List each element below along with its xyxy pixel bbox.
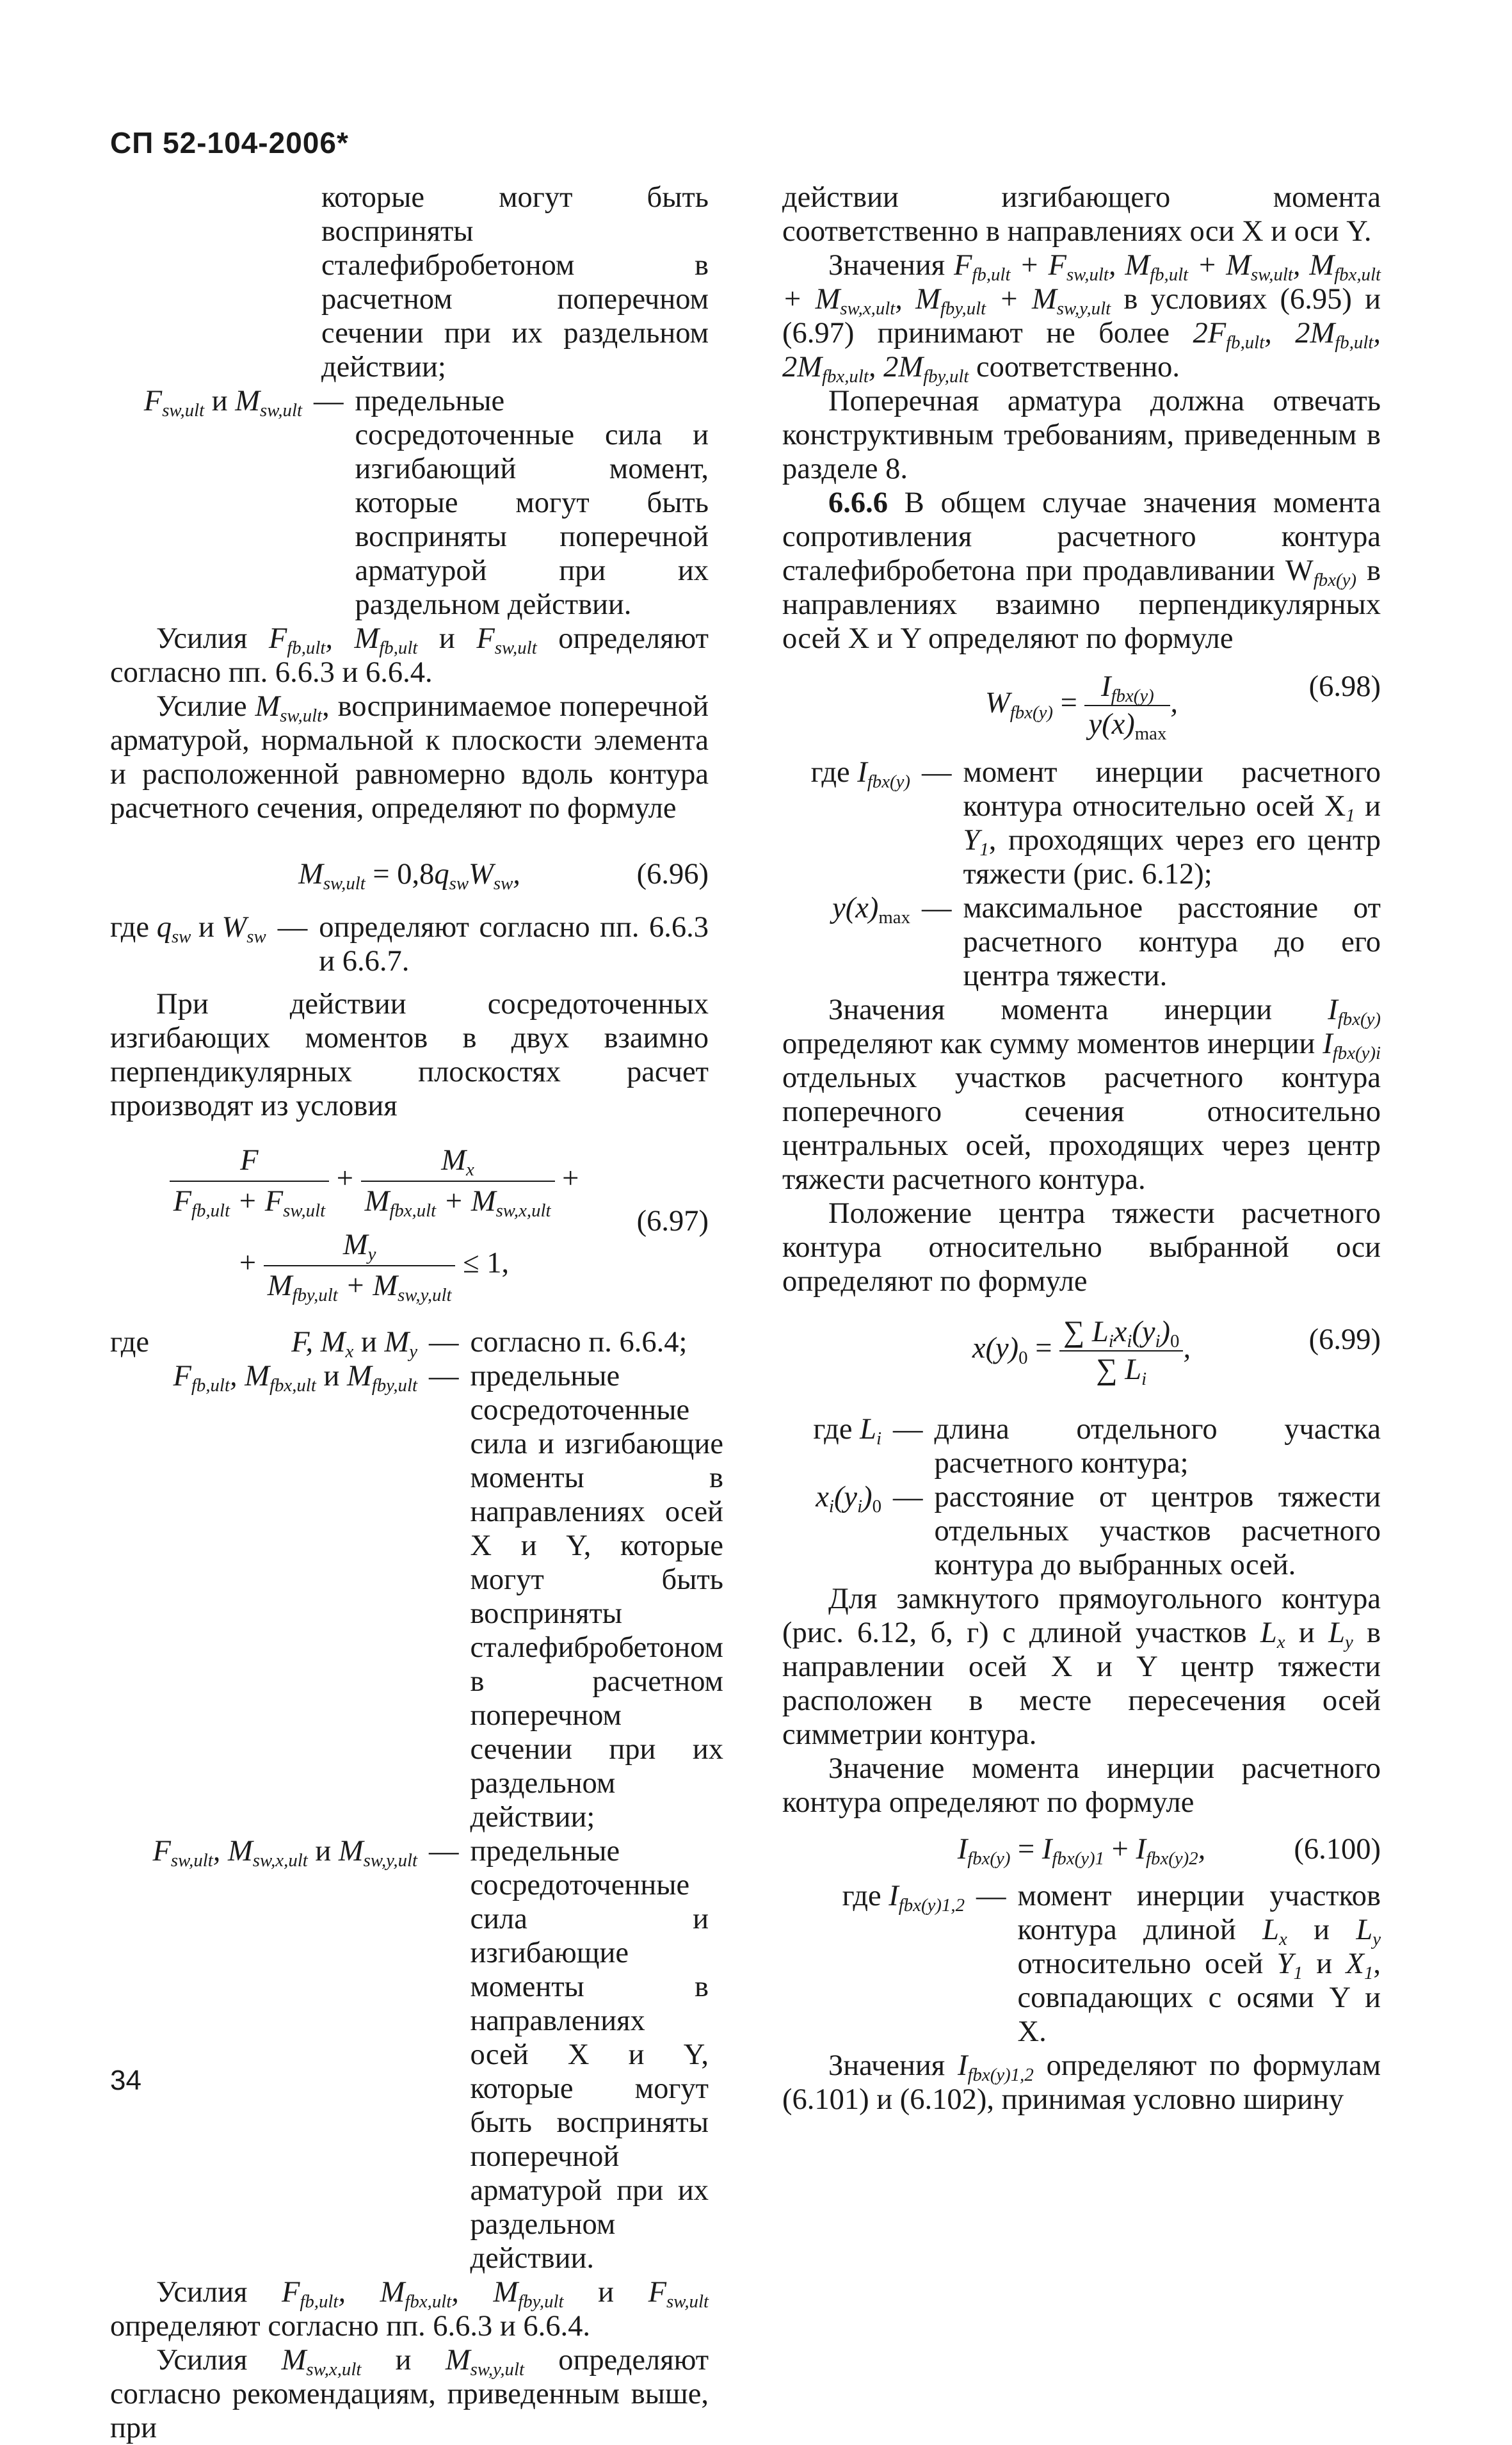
where-6-96: где $q_{sw}$ и $W_{sw}$ — определяют согласно пп. 6.6.3 и 6.6.7.	[110, 911, 709, 978]
where-6-97-item-2: $F_{fb,ult}$, $M_{fbx,ult}$ и $M_{fby,ult}$ — предельные сосредоточенные сила и изгибающие моменты в направлениях осей X и Y, которые могут быть восприняты сталефибробетоном в расчетном поперечном сечении при их раздельном действии;	[173, 1360, 723, 1834]
formula-6-100: $I_{fbx(y)} = I_{fbx(y)1} + I_{fbx(y)2}$, (6.100)	[957, 1833, 1381, 1869]
definition-continued: которые могут быть восприняты сталефибробетоном в расчетном поперечном сечении при их раздельном действии;	[321, 181, 709, 383]
paragraph: Значения момента инерции $I_{fbx(y)}$ определяют как сумму моментов инерции $I_{fbx(y)i}$ отдельных участков расчетного контура поперечного сечения относительно центральных осей, проходящих через центр тяжести расчетного контура.	[782, 994, 1381, 1196]
where-6-99-item-2: $x_i(y_i)_0$ — расстояние от центров тяжести отдельных участков расчетного контура до выбранных осей.	[816, 1481, 1381, 1581]
paragraph: Положение центра тяжести расчетного контура относительно выбранной оси определяют по формуле	[782, 1197, 1381, 1298]
page-number: 34	[110, 2065, 141, 2096]
paragraph: действии изгибающего момента соответственно в направлениях оси X и оси Y.	[782, 181, 1381, 248]
definition-fsw: $F_{sw,ult}$ и $M_{sw,ult}$ — предельные сосредоточенные сила и изгибающий момент, которые могут быть восприняты поперечной арматурой при их раздельном действии.	[110, 384, 709, 622]
definition-term: $F_{sw,ult}$ и $M_{sw,ult}$	[143, 385, 302, 421]
formula-6-97: $\frac{F}{F_{fb,ult} + F_{sw,ult}}$ + $\frac{M_x}{M_{fbx,ult} + M_{sw,x,ult}}$ + + $\frac{M_y}{M_{fby,ult} + M_{sw,y,ult}}$ ≤ 1, (6.97)	[110, 1142, 709, 1305]
section-6-6-6: 6.6.6 В общем случае значения момента сопротивления расчетного контура сталефибробетона при продавливании $W_{fbx(y)}$ в направлениях взаимно перпендикулярных осей X и Y определяют по формуле	[782, 487, 1381, 655]
paragraph: Усилия $F_{fb,ult}$, $M_{fb,ult}$ и $F_{sw,ult}$ определяют согласно пп. 6.6.3 и 6.6.4.	[110, 622, 709, 689]
paragraph: Усилие $M_{sw,ult}$, воспринимаемое поперечной арматурой, нормальной к плоскости элемента и расположенной равномерно вдоль контура расчетного сечения, определяют по формуле	[110, 690, 709, 825]
formula-6-99: $x(y)_0$ = $\frac{\sum L_ix_i(y_i)_0}{\sum L_i}$ , (6.99)	[972, 1316, 1381, 1390]
paragraph: Значения $I_{fbx(y)1,2}$ определяют по формулам (6.101) и (6.102), принимая условно ширину	[782, 2049, 1381, 2116]
where-6-98-item-2: $y(x)_{max}$ — максимальное расстояние от расчетного контура до его центра тяжести.	[832, 892, 1381, 992]
paragraph: Усилия $M_{sw,x,ult}$ и $M_{sw,y,ult}$ определяют согласно рекомендациям, приведенным выше, при	[110, 2344, 709, 2444]
where-6-98-item-1: где $I_{fbx(y)}$ — момент инерции расчетного контура относительно осей $X_1$ и $Y_1$, проходящих через его центр тяжести (рис. 6.12);	[810, 756, 1381, 891]
where-6-100: где $I_{fbx(y)1,2}$ — момент инерции участков контура длиной $L_x$ и $L_y$ относительно осей $Y_1$ и $X_1$, совпадающих с осями Y и X.	[842, 1880, 1381, 2048]
formula-6-96: $M_{sw,ult} = 0,8q_{sw}W_{sw}$, (6.96)	[298, 858, 709, 894]
paragraph: Значение момента инерции расчетного контура определяют по формуле	[782, 1752, 1381, 1819]
right-column	[782, 181, 1381, 2117]
where-6-97-item-3: $F_{sw,ult}$, $M_{sw,x,ult}$ и $M_{sw,y,ult}$ — предельные сосредоточенные сила и изгибающие моменты в направлениях осей X и Y, которые могут быть восприняты поперечной арматурой при их раздельном действии.	[152, 1835, 709, 2275]
paragraph: При действии сосредоточенных изгибающих моментов в двух взаимно перпендикулярных плоскостях расчет производят из условия	[110, 988, 709, 1122]
where-6-97-item-1: где F, $M_x$ и $M_y$ — согласно п. 6.6.4;	[110, 1326, 688, 1362]
paragraph: Поперечная арматура должна отвечать конструктивным требованиям, приведенным в разделе 8.	[782, 385, 1381, 485]
page-header: СП 52-104-2006*	[110, 126, 349, 159]
paragraph: Для замкнутого прямоугольного контура (рис. 6.12, б, г) с длиной участков $L_x$ и $L_y$ в направлении осей X и Y центр тяжести расположен в месте пересечения осей симметрии контура.	[782, 1583, 1381, 1751]
formula-6-98: $W_{fbx(y)}$ = $\frac{I_{fbx(y)}}{y(x)_{max}}$ , (6.98)	[985, 670, 1381, 745]
paragraph: Усилия $F_{fb,ult}$, $M_{fbx,ult}$, $M_{fby,ult}$ и $F_{sw,ult}$ определяют согласно пп. 6.6.3 и 6.6.4.	[110, 2276, 709, 2343]
paragraph: Значения $F_{fb,ult} + F_{sw,ult}$, $M_{fb,ult} + M_{sw,ult}$, $M_{fbx,ult} + M_{sw,x,ult}$, $M_{fby,ult} + M_{sw,y,ult}$ в условиях (6.95) и (6.97) принимают не более $2F_{fb,ult}$, $2M_{fb,ult}$, $2M_{fbx,ult}$, $2M_{fby,ult}$ соответственно.	[782, 249, 1381, 387]
left-column	[110, 181, 723, 2445]
where-6-99-item-1: где $L_i$ — длина отдельного участка расчетного контура;	[813, 1413, 1381, 1480]
